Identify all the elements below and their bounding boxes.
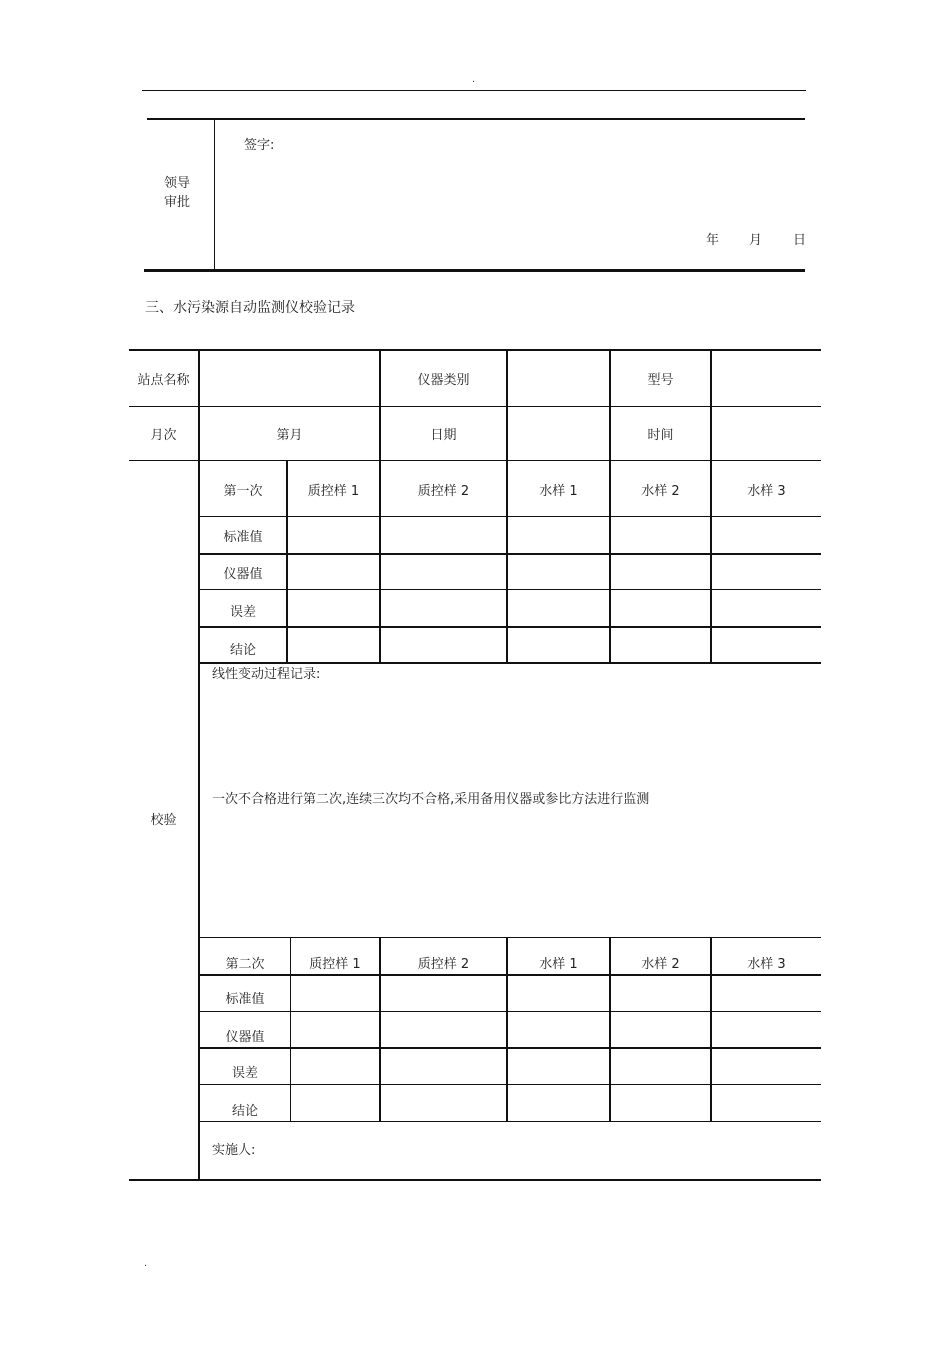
second-instrument-value-label: 仪器值 xyxy=(225,1029,265,1045)
first-row1-rule xyxy=(199,553,821,555)
linear-record-label: 线性变动过程记录: xyxy=(212,667,321,682)
first-row3-rule xyxy=(199,626,821,628)
first-qc-sample-1-header: 质控样 1 xyxy=(307,483,360,499)
row2-bottom-rule xyxy=(129,460,821,461)
second-row3-rule xyxy=(199,1084,821,1085)
first-conclusion-label: 结论 xyxy=(229,642,256,658)
second-row4-rule xyxy=(199,1121,821,1122)
first-row4-rule xyxy=(199,662,821,664)
station-name-label: 站点名称 xyxy=(137,373,190,388)
header-rule xyxy=(142,90,806,91)
first-qc-sample-2-header: 质控样 2 xyxy=(417,483,470,499)
date-day: 日 xyxy=(793,233,807,248)
second-water-sample-1-header: 水样 1 xyxy=(539,956,578,972)
first-row2-rule xyxy=(199,589,821,590)
second-round-label: 第二次 xyxy=(225,956,265,972)
date-label: 日期 xyxy=(430,428,457,443)
second-qc-sample-2-header: 质控样 2 xyxy=(417,956,470,972)
month-label: 月次 xyxy=(150,428,177,443)
second-conclusion-label: 结论 xyxy=(231,1103,258,1119)
model-label: 型号 xyxy=(647,373,674,388)
first-water-sample-3-header: 水样 3 xyxy=(747,483,786,499)
date-month: 月 xyxy=(749,233,763,248)
section-title: 三、水污染源自动监测仪校验记录 xyxy=(145,300,355,316)
calibration-label: 校验 xyxy=(150,812,177,828)
time-label: 时间 xyxy=(647,428,674,443)
time-value[interactable] xyxy=(712,407,821,460)
first-instrument-value-label: 仪器值 xyxy=(223,566,263,582)
first-header-rule xyxy=(199,516,821,517)
first-water-sample-1-header: 水样 1 xyxy=(539,483,578,499)
second-water-sample-3-header: 水样 3 xyxy=(747,956,786,972)
second-row2-rule xyxy=(199,1047,821,1049)
header-mark: . xyxy=(472,74,476,85)
table-bottom-border xyxy=(129,1179,821,1181)
retest-note: 一次不合格进行第二次,连续三次均不合格,采用备用仪器或参比方法进行监测 xyxy=(212,792,650,807)
implementer-label: 实施人: xyxy=(212,1143,256,1158)
approval-divider xyxy=(214,120,215,270)
second-top-rule xyxy=(199,937,821,938)
approval-top-border xyxy=(147,118,805,120)
instrument-type-value[interactable] xyxy=(508,351,609,406)
signature-label: 签字: xyxy=(244,138,275,153)
first-error-label: 误差 xyxy=(229,604,256,620)
second-row1-rule xyxy=(199,1011,821,1012)
month-value[interactable]: 第月 xyxy=(276,428,303,443)
model-value[interactable] xyxy=(712,351,821,406)
station-name-value[interactable] xyxy=(200,351,379,406)
second-standard-value-label: 标准值 xyxy=(225,991,265,1007)
instrument-type-label: 仪器类别 xyxy=(417,373,470,388)
footer-mark: . xyxy=(144,1258,148,1269)
approval-label-line1: 领导 xyxy=(164,176,191,191)
approval-bottom-border xyxy=(144,269,805,272)
second-error-label: 误差 xyxy=(231,1065,258,1081)
first-round-label: 第一次 xyxy=(223,483,263,499)
date-value[interactable] xyxy=(508,407,609,460)
first-water-sample-2-header: 水样 2 xyxy=(641,483,680,499)
second-water-sample-2-header: 水样 2 xyxy=(641,956,680,972)
date-year: 年 xyxy=(706,233,720,248)
first-standard-value-label: 标准值 xyxy=(223,529,263,545)
approval-label-line2: 审批 xyxy=(164,195,191,210)
second-qc-sample-1-header: 质控样 1 xyxy=(309,956,361,972)
